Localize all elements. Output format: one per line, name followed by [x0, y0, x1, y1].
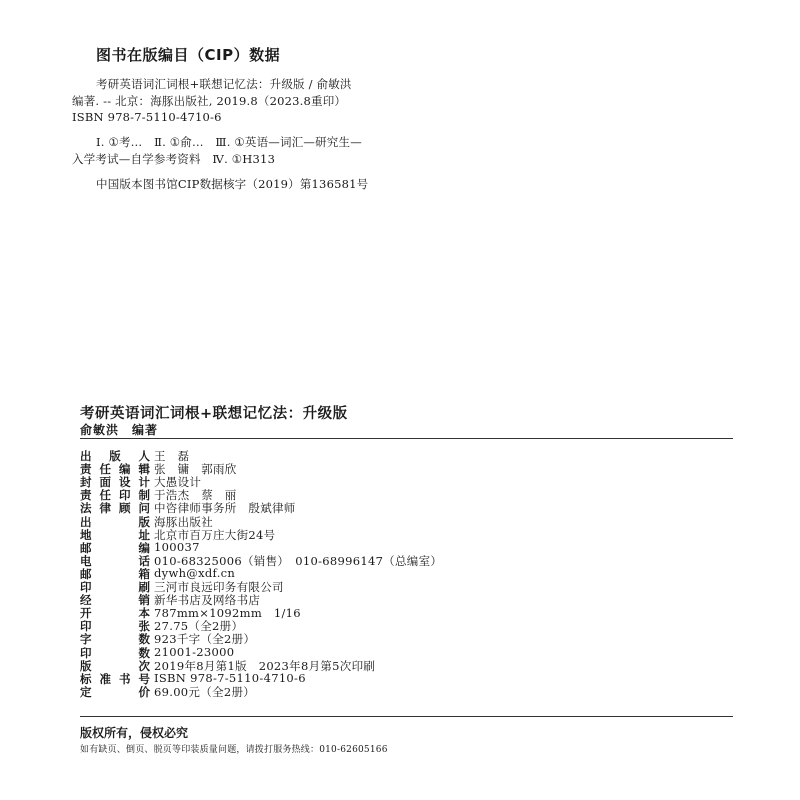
info-value: 923千字（全2册） — [154, 632, 256, 647]
info-value: 三河市良远印务有限公司 — [154, 580, 284, 594]
cip-line-2: 编著. -- 北京：海豚出版社, 2019.8（2023.8重印） — [72, 94, 347, 108]
rights-title: 版权所有，侵权必究 — [80, 726, 189, 740]
info-value: 2019年8月第1版 2023年8月第5次印刷 — [154, 658, 376, 673]
info-label: 印张 — [80, 619, 150, 634]
divider-bottom — [80, 716, 733, 717]
info-label: 地址 — [80, 527, 150, 542]
info-label: 定价 — [80, 684, 150, 699]
info-label: 电话 — [80, 553, 150, 568]
info-label: 邮箱 — [80, 566, 150, 581]
info-label: 印数 — [80, 645, 150, 660]
info-value: 大愚设计 — [154, 475, 202, 490]
info-label: 邮编 — [80, 540, 150, 555]
info-label: 出版人 — [80, 449, 150, 463]
rights-note: 如有缺页、倒页、脱页等印装质量问题，请拨打服务热线：010-62605166 — [80, 745, 388, 755]
info-label: 经销 — [80, 593, 150, 608]
info-value: 100037 — [154, 539, 200, 554]
info-value: 海豚出版社 — [154, 514, 213, 529]
info-label: 开本 — [80, 606, 150, 621]
info-label: 责任印制 — [80, 488, 150, 503]
info-value: 010-68325006（销售） 010-68996147（总编室） — [154, 553, 443, 568]
info-label: 出版 — [80, 514, 150, 529]
info-value: 北京市百万庄大街24号 — [154, 527, 276, 542]
divider-top — [80, 438, 733, 439]
info-value: 27.75（全2册） — [154, 619, 244, 634]
info-value: 69.00元（全2册） — [154, 684, 256, 699]
info-value: 于浩杰 蔡 丽 — [154, 488, 237, 503]
info-label: 标准书号 — [80, 671, 150, 686]
book-title: 考研英语词汇词根+联想记忆法：升级版 — [80, 406, 348, 422]
info-value: 王 磊 — [154, 449, 190, 463]
cip-line-3: ISBN 978-7-5110-4710-6 — [72, 110, 222, 124]
info-value: 张 镛 郭雨欣 — [154, 462, 237, 477]
info-label: 封面设计 — [80, 475, 150, 490]
book-author: 俞敏洪 编著 — [80, 423, 159, 437]
info-value: 787mm×1092mm 1/16 — [154, 606, 301, 621]
info-label: 字数 — [80, 632, 150, 647]
info-value: 中咨律师事务所 殷斌律师 — [154, 501, 296, 516]
info-value: 新华书店及网络书店 — [154, 593, 261, 608]
info-label: 责任编辑 — [80, 462, 150, 477]
info-label: 版次 — [80, 658, 150, 673]
info-label: 印刷 — [80, 580, 150, 594]
info-value: ISBN 978-7-5110-4710-6 — [154, 670, 306, 685]
cip-line-6: 中国版本图书馆CIP数据核字（2019）第136581号 — [96, 177, 369, 191]
info-label: 法律顾问 — [80, 501, 150, 516]
cip-line-5: 入学考试—自学参考资料 Ⅳ. ①H313 — [72, 152, 276, 166]
cip-line-4: Ⅰ. ①考… Ⅱ. ①俞… Ⅲ. ①英语—词汇—研究生— — [96, 135, 362, 149]
info-value: dywh@xdf.cn — [154, 565, 236, 580]
info-value: 21001-23000 — [154, 644, 235, 659]
cip-heading: 图书在版编目（CIP）数据 — [96, 46, 281, 64]
cip-line-1: 考研英语词汇词根+联想记忆法：升级版 / 俞敏洪 — [96, 77, 352, 91]
